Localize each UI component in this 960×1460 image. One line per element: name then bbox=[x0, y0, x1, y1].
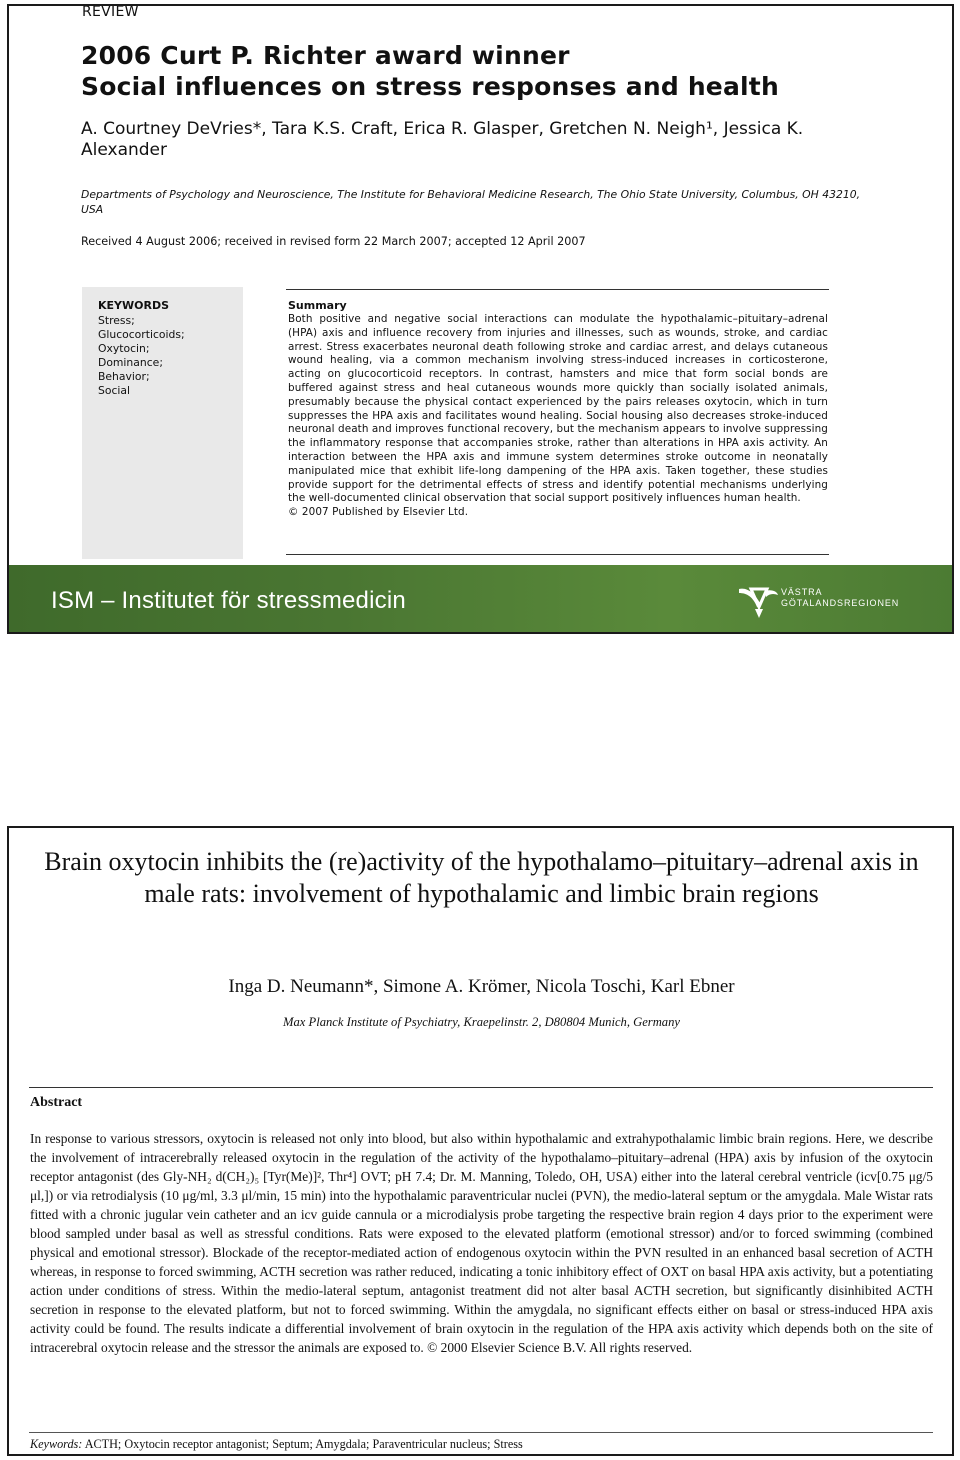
keywords-list bbox=[98, 314, 185, 398]
affiliation: Departments of Psychology and Neuroscience, The Institute for Behavioral Medicine Research, The Ohio State University, Columbus, OH 43210, USA bbox=[81, 188, 860, 216]
divider-top bbox=[29, 1087, 933, 1088]
author-list: A. Courtney DeVries*, Tara K.S. Craft, Erica R. Glasper, Gretchen N. Neigh¹, Jessica K. Alexander bbox=[81, 119, 804, 160]
logo-line-2: GÖTALANDSREGIONEN bbox=[781, 598, 900, 608]
title-line-2: Social influences on stress responses and health bbox=[81, 72, 779, 101]
divider-bottom bbox=[286, 554, 829, 555]
article-title: Brain oxytocin inhibits the (re)activity of the hypothalamo–pituitary–adrenal axis in male rats: involvement of hypothalamic and limbic brain regions bbox=[44, 847, 919, 908]
slide-research-article bbox=[7, 826, 954, 1456]
title-line-1: 2006 Curt P. Richter award winner bbox=[81, 41, 570, 70]
keywords-values: ACTH; Oxytocin receptor antagonist; Septum; Amygdala; Paraventricular nucleus; Stress bbox=[82, 1437, 523, 1451]
summary-heading: Summary bbox=[288, 299, 347, 312]
summary-text bbox=[288, 313, 828, 520]
received-dates: Received 4 August 2006; received in revised form 22 March 2007; accepted 12 April 2007 bbox=[81, 235, 586, 248]
logo-wordmark bbox=[781, 587, 899, 609]
summary-paragraph: Both positive and negative social interactions can modulate the hypothalamic–pituitary–adrenal (HPA) axis and influence recovery from injuries and illnesses, such as wounds, stroke, and cardiac arrest. Stress exacerbates neuronal death following stroke and cardiac arrest, and delays cutaneous wound healing, via a common mechanism involving stress-induced increases in corticosterone, acting on glucocorticoid receptors. In contrast, hamsters and mice that form social bonds are buffered against stress and heal cutaneous wounds more quickly than socially isolated animals, presumably because the physical contact experienced by the pairs releases oxytocin, which in turn suppresses the HPA axis and facilitates wound healing. Social housing also decreases stroke-induced neuronal death and improves functional recovery, but the mechanism appears to involve suppressing the inflammatory response that accompanies stroke, rather than alterations in HPA axis activity. An interaction between the HPA axis and immune system determines stroke outcome in neonatally manipulated mice that exhibit life-long dampening of the HPA axis. Taken together, these studies provide support for the detrimental effects of stress and identify potential mechanisms underlying the well-documented clinical observation that social support positively influences human health. bbox=[288, 313, 828, 505]
abstract-heading: Abstract bbox=[30, 1095, 83, 1110]
footer-banner bbox=[9, 565, 952, 632]
keyword: Behavior; bbox=[98, 370, 150, 383]
divider-bottom bbox=[29, 1432, 933, 1433]
keywords-heading: KEYWORDS bbox=[98, 299, 170, 312]
affiliation: Max Planck Institute of Psychiatry, Kraepelinstr. 2, D80804 Munich, Germany bbox=[283, 1015, 680, 1029]
author-list: Inga D. Neumann*, Simone A. Krömer, Nicola Toschi, Karl Ebner bbox=[228, 976, 735, 997]
keyword: Dominance; bbox=[98, 356, 163, 369]
keyword: Social bbox=[98, 384, 131, 397]
vastra-gotaland-logo-icon bbox=[737, 585, 779, 619]
keyword: Stress; bbox=[98, 314, 135, 327]
keywords-label: Keywords: bbox=[30, 1437, 83, 1451]
keyword: Glucocorticoids; bbox=[98, 328, 185, 341]
copyright: © 2007 Published by Elsevier Ltd. bbox=[288, 506, 469, 519]
section-label: REVIEW bbox=[82, 4, 139, 20]
divider-top bbox=[286, 289, 829, 290]
keywords-line bbox=[30, 1437, 523, 1452]
keyword: Oxytocin; bbox=[98, 342, 150, 355]
logo-line-1: VÄSTRA bbox=[781, 587, 823, 597]
institute-name: ISM – Institutet för stressmedicin bbox=[51, 587, 406, 614]
article-title bbox=[81, 40, 779, 102]
abstract-text: In response to various stressors, oxytocin is released not only into blood, but also within hypothalamic and extrahypothalamic limbic brain regions. Here, we describe the involvement of intracerebrally released oxytocin in the regulation of the activity of the hypothalamo–pituitary–adrenal (HPA) axis by infusion of the oxytocin receptor antagonist (des Gly-NH₂ d(CH₂)₅ [Tyr(Me)]², Thr⁴] OVT; pH 7.4; Dr. M. Manning, Toledo, OH, USA) either into the lateral cerebral ventricle (icv[0.75 μg/5 μl,]) or via retrodialysis (10 μg/ml, 3.3 μl/min, 15 min) into the hypothalamic paraventricular nuclei (PVN), the medio-lateral septum or the amygdala. Male Wistar rats fitted with a chronic jugular vein catheter and an icv guide cannula or a microdialysis probe targeting the respective brain region 4 days prior to the experiment were blood sampled under basal as well as stressful conditions. Rats were exposed to the elevated platform (emotional stressor) and/or to forced swimming (combined physical and emotional stressor). Blockade of the receptor-mediated action of endogenous oxytocin within the PVN resulted in an enhanced basal secretion of ACTH whereas, in response to forced swimming, ACTH secretion was rather reduced, indicating a tonic inhibitory effect of OXT on basal HPA axis activity, but a potentiating action under conditions of stress. Within the medio-lateral septum, antagonist treatment did not alter basal ACTH secretion, but significantly disinhibited ACTH secretion in response to the elevated platform, but not to forced swimming. Within the amygdala, no significant effects either on basal or stress-induced HPA axis activity could be found. The results indicate a differential involvement of brain oxytocin in the regulation of the HPA axis activity which depends both on the site of intracerebral oxytocin release and the stressor the animals are exposed to. © 2000 Elsevier Science B.V. All rights reserved. bbox=[30, 1131, 933, 1355]
slide-review-article bbox=[7, 4, 954, 634]
